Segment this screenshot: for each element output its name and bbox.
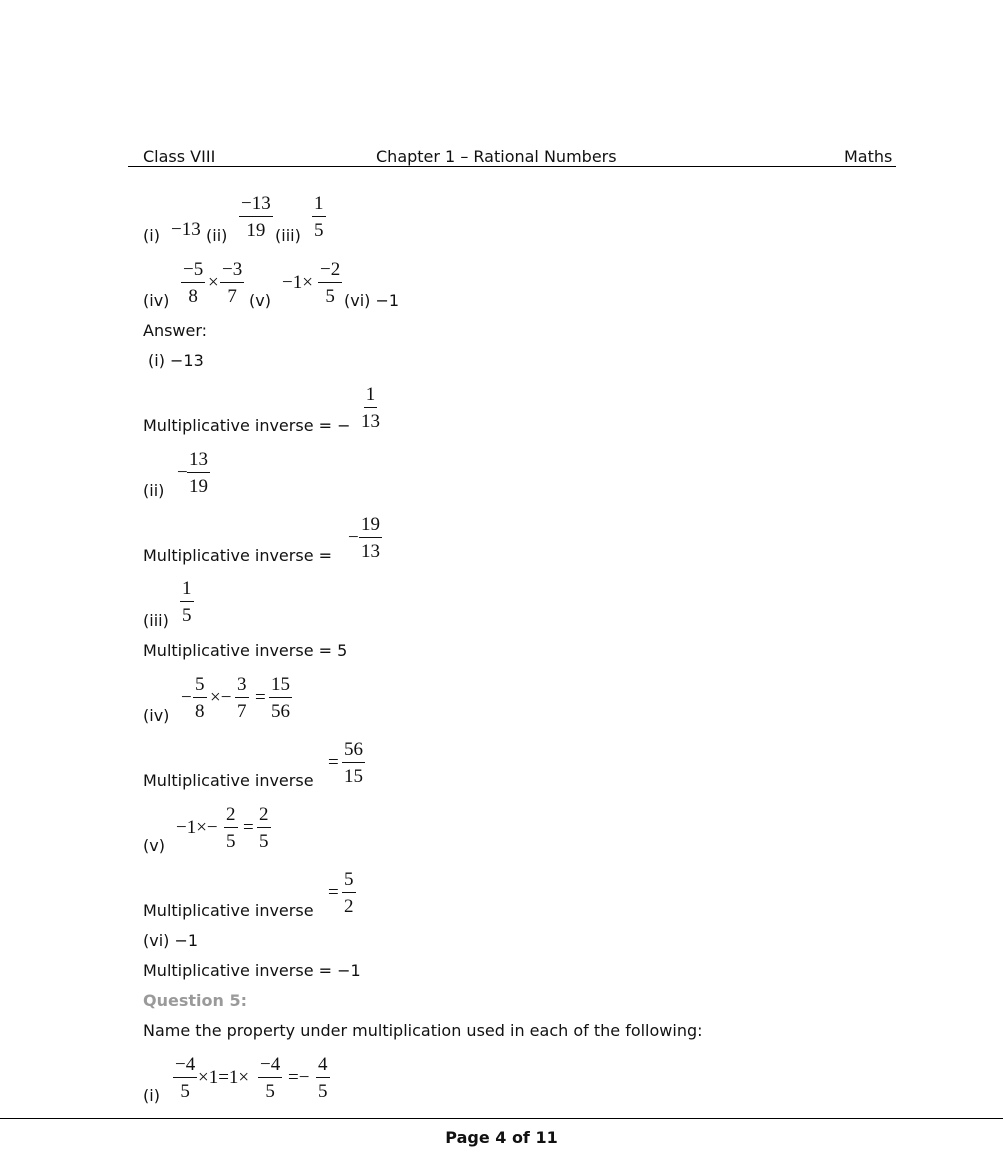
question-heading: Question 5: xyxy=(143,991,247,1010)
label-iv: (iv) xyxy=(143,291,170,310)
denominator: 56 xyxy=(271,701,290,722)
answer-i: (i) −13 xyxy=(148,351,204,370)
math-equals-v: = xyxy=(243,817,254,838)
math-equals-iv: = xyxy=(255,687,266,708)
denominator: 5 xyxy=(182,605,192,626)
answer-heading: Answer: xyxy=(143,321,208,340)
numerator: 4 xyxy=(316,1055,330,1078)
frac-56-15 xyxy=(342,740,365,786)
math-times-minus: ×− xyxy=(210,687,232,708)
numerator: −4 xyxy=(258,1055,282,1078)
header-class: Class VIII xyxy=(143,147,216,166)
numerator: −2 xyxy=(318,260,342,283)
math-neg1-times-minus: −1×− xyxy=(176,817,218,838)
numerator: −4 xyxy=(173,1055,197,1078)
math-eq-minus: =− xyxy=(288,1067,310,1088)
frac-19-13 xyxy=(359,515,382,561)
mult-inverse-2: Multiplicative inverse = xyxy=(143,546,333,565)
label-ii: (ii) xyxy=(206,226,228,245)
frac-neg13-19 xyxy=(239,194,273,240)
frac-2-5-b xyxy=(257,805,271,851)
numerator: 3 xyxy=(235,675,249,698)
math-equals-mi4: = xyxy=(328,752,339,773)
answer-v: (v) xyxy=(143,836,165,855)
numerator: 5 xyxy=(342,870,356,893)
numerator: 56 xyxy=(342,740,365,763)
frac-4-5 xyxy=(316,1055,330,1101)
question-part-i: (i) xyxy=(143,1086,160,1105)
denominator: 5 xyxy=(318,1081,328,1102)
numerator: 1 xyxy=(180,579,194,602)
math-equals-mi5: = xyxy=(328,882,339,903)
header-subject: Maths xyxy=(844,147,893,166)
frac-neg3-7 xyxy=(220,260,244,306)
denominator: 5 xyxy=(265,1081,275,1102)
page-number: Page 4 of 11 xyxy=(445,1128,558,1147)
denominator: 5 xyxy=(226,831,236,852)
header-divider xyxy=(128,166,896,167)
mult-inverse-1: Multiplicative inverse = − xyxy=(143,416,351,435)
label-iii: (iii) xyxy=(275,226,301,245)
math-times: × xyxy=(208,272,219,293)
denominator: 13 xyxy=(361,541,380,562)
denominator: 7 xyxy=(237,701,247,722)
math-neg13: −13 xyxy=(171,219,201,240)
label-v: (v) xyxy=(249,291,271,310)
denominator: 19 xyxy=(189,476,208,497)
numerator: −13 xyxy=(239,194,273,217)
numerator: 19 xyxy=(359,515,382,538)
math-minus-2: − xyxy=(348,527,359,548)
mult-inverse-4: Multiplicative inverse xyxy=(143,771,314,790)
frac-1-5 xyxy=(312,194,326,240)
math-neg1-times: −1× xyxy=(282,272,313,293)
footer-divider xyxy=(0,1118,1003,1119)
frac-3-7 xyxy=(235,675,249,721)
numerator: 15 xyxy=(269,675,292,698)
label-vi: (vi) −1 xyxy=(344,291,400,310)
denominator: 5 xyxy=(325,286,335,307)
mult-inverse-5: Multiplicative inverse xyxy=(143,901,314,920)
frac-1-5-b xyxy=(180,579,194,625)
numerator: 1 xyxy=(364,385,378,408)
answer-iii: (iii) xyxy=(143,611,169,630)
denominator: 7 xyxy=(227,286,237,307)
question-text: Name the property under multiplication used in each of the following: xyxy=(143,1021,703,1040)
numerator: 5 xyxy=(193,675,207,698)
label-i: (i) xyxy=(143,226,160,245)
frac-5-8 xyxy=(193,675,207,721)
math-minus: − xyxy=(177,462,188,483)
denominator: 5 xyxy=(180,1081,190,1102)
frac-5-2 xyxy=(342,870,356,916)
answer-vi: (vi) −1 xyxy=(143,931,199,950)
header-chapter: Chapter 1 – Rational Numbers xyxy=(376,147,617,166)
numerator: 2 xyxy=(224,805,238,828)
frac-neg4-5 xyxy=(173,1055,197,1101)
denominator: 5 xyxy=(259,831,269,852)
frac-13-19 xyxy=(187,450,210,496)
numerator: −3 xyxy=(220,260,244,283)
denominator: 19 xyxy=(246,220,266,241)
answer-iv: (iv) xyxy=(143,706,170,725)
denominator: 13 xyxy=(361,411,380,432)
numerator: 13 xyxy=(187,450,210,473)
denominator: 8 xyxy=(188,286,198,307)
frac-1-13 xyxy=(359,385,382,431)
math-times1eq1times: ×1=1× xyxy=(198,1067,250,1088)
mult-inverse-3: Multiplicative inverse = 5 xyxy=(143,641,348,660)
frac-2-5 xyxy=(224,805,238,851)
numerator: 1 xyxy=(312,194,326,217)
numerator: 2 xyxy=(257,805,271,828)
numerator: −5 xyxy=(181,260,205,283)
frac-neg4-5-b xyxy=(258,1055,282,1101)
mult-inverse-6: Multiplicative inverse = −1 xyxy=(143,961,361,980)
math-minus-iv: − xyxy=(181,687,192,708)
denominator: 8 xyxy=(195,701,205,722)
frac-15-56 xyxy=(269,675,292,721)
answer-ii: (ii) xyxy=(143,481,165,500)
denominator: 2 xyxy=(344,896,354,917)
frac-neg5-8 xyxy=(181,260,205,306)
denominator: 15 xyxy=(344,766,363,787)
denominator: 5 xyxy=(314,220,324,241)
frac-neg2-5 xyxy=(318,260,342,306)
